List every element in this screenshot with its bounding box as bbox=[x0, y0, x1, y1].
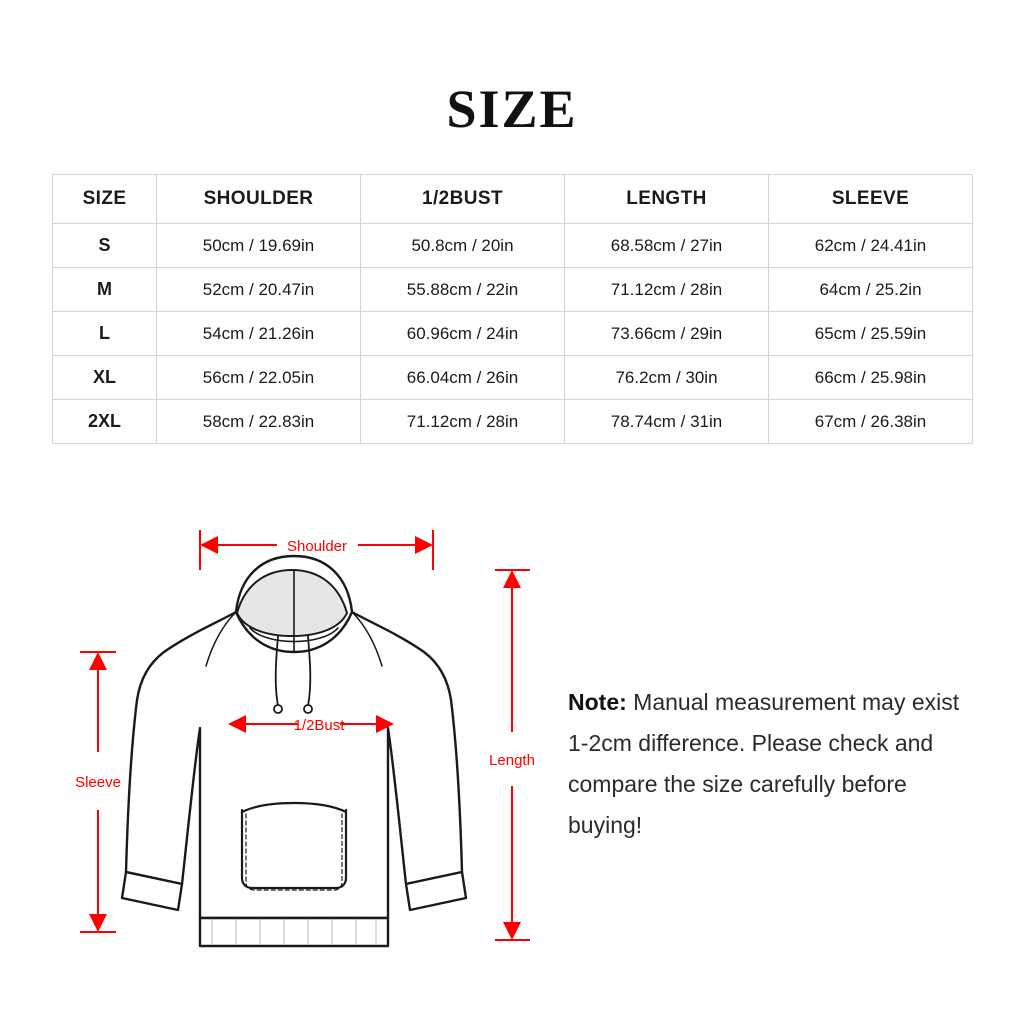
note-label: Note: bbox=[568, 689, 627, 715]
table-header-row bbox=[53, 175, 973, 224]
size-chart-table bbox=[52, 174, 973, 444]
cell-length: 71.12cm / 28in bbox=[565, 268, 769, 312]
cell-sleeve: 62cm / 24.41in bbox=[769, 224, 973, 268]
cell-sleeve: 66cm / 25.98in bbox=[769, 356, 973, 400]
label-halfbust: 1/2Bust bbox=[293, 717, 345, 734]
cell-size: S bbox=[53, 224, 157, 268]
table-row bbox=[53, 312, 973, 356]
cell-shoulder: 52cm / 20.47in bbox=[157, 268, 361, 312]
cell-size: L bbox=[53, 312, 157, 356]
hoodie-illustration bbox=[122, 556, 466, 946]
cell-shoulder: 56cm / 22.05in bbox=[157, 356, 361, 400]
column-header-size: SIZE bbox=[53, 175, 157, 224]
cell-shoulder: 58cm / 22.83in bbox=[157, 400, 361, 444]
cell-shoulder: 54cm / 21.26in bbox=[157, 312, 361, 356]
note-text: Manual measurement may exist 1-2cm difference. Please check and compare the size carefully before buying! bbox=[568, 689, 960, 838]
cell-sleeve: 67cm / 26.38in bbox=[769, 400, 973, 444]
cell-size: 2XL bbox=[53, 400, 157, 444]
page-title: SIZE bbox=[446, 79, 578, 139]
cell-length: 76.2cm / 30in bbox=[565, 356, 769, 400]
cell-size: XL bbox=[53, 356, 157, 400]
cell-halfbust: 71.12cm / 28in bbox=[361, 400, 565, 444]
cell-halfbust: 55.88cm / 22in bbox=[361, 268, 565, 312]
column-header-shoulder: SHOULDER bbox=[157, 175, 361, 224]
table-row bbox=[53, 268, 973, 312]
cell-size: M bbox=[53, 268, 157, 312]
cell-halfbust: 66.04cm / 26in bbox=[361, 356, 565, 400]
hoodie-measurement-diagram bbox=[40, 500, 560, 980]
cell-halfbust: 50.8cm / 20in bbox=[361, 224, 565, 268]
cell-shoulder: 50cm / 19.69in bbox=[157, 224, 361, 268]
label-shoulder: Shoulder bbox=[286, 538, 348, 555]
cell-sleeve: 65cm / 25.59in bbox=[769, 312, 973, 356]
table-row bbox=[53, 224, 973, 268]
cell-halfbust: 60.96cm / 24in bbox=[361, 312, 565, 356]
table-row bbox=[53, 356, 973, 400]
table-row bbox=[53, 400, 973, 444]
cell-length: 73.66cm / 29in bbox=[565, 312, 769, 356]
column-header-sleeve: SLEEVE bbox=[769, 175, 973, 224]
measurement-note bbox=[568, 682, 968, 846]
label-length: Length bbox=[489, 752, 535, 769]
cell-sleeve: 64cm / 25.2in bbox=[769, 268, 973, 312]
cell-length: 78.74cm / 31in bbox=[565, 400, 769, 444]
label-sleeve: Sleeve bbox=[75, 774, 121, 791]
column-header-length: LENGTH bbox=[565, 175, 769, 224]
cell-length: 68.58cm / 27in bbox=[565, 224, 769, 268]
column-header-halfbust: 1/2BUST bbox=[361, 175, 565, 224]
